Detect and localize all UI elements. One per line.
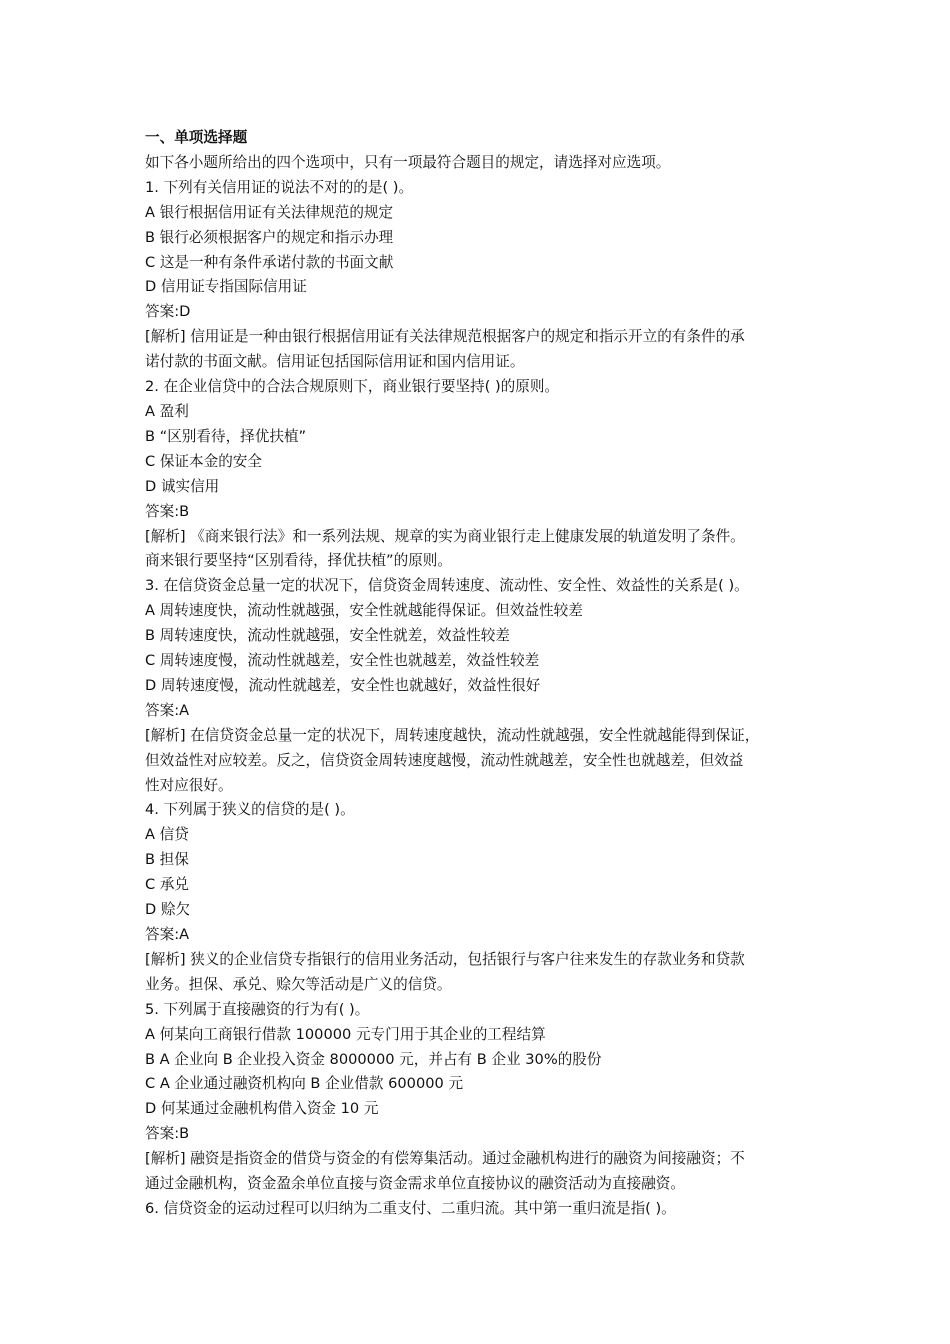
analysis-line: [解析] 《商来银行法》和一系列法规、规章的实为商业银行走上健康发展的轨道发明了条件。 <box>145 527 745 545</box>
question-list <box>145 176 813 1222</box>
option-item: C 承兑 <box>145 876 190 894</box>
option-item: C 周转速度慢，流动性就越差，安全性也就越差，效益性较差 <box>145 652 540 670</box>
option-item: A 何某向工商银行借款 100000 元专门用于其企业的工程结算 <box>145 1025 546 1043</box>
analysis-line: [解析] 融资是指资金的借贷与资金的有偿筹集活动。通过金融机构进行的融资为间接融资；不 <box>145 1150 745 1168</box>
question-stem: 6. 信贷资金的运动过程可以归纳为二重支付、二重归流。其中第一重归流是指( )。 <box>145 1199 676 1217</box>
option-item: B 周转速度快，流动性就越强，安全性就差，效益性较差 <box>145 627 510 645</box>
option-item: B “区别看待，择优扶植” <box>145 427 307 445</box>
instructions: 如下各小题所给出的四个选项中，只有一项最符合题目的规定，请选择对应选项。 <box>145 153 671 171</box>
option-item: A 银行根据信用证有关法律规范的规定 <box>145 203 394 221</box>
option-item: A 信贷 <box>145 826 189 844</box>
question-6 <box>145 1197 813 1222</box>
option-item: A 周转速度快，流动性就越强，安全性就越能得保证。但效益性较差 <box>145 602 583 620</box>
option-item: D 赊欠 <box>145 901 191 919</box>
analysis-line: 性对应很好。 <box>145 776 233 794</box>
option-item: C 这是一种有条件承诺付款的书面文献 <box>145 253 394 271</box>
analysis-line: 通过金融机构，资金盈余单位直接与资金需求单位直接协议的融资活动为直接融资。 <box>145 1175 685 1193</box>
analysis-line: [解析] 狭义的企业信贷专指银行的信用业务活动，包括银行与客户往来发生的存款业务和贷款 <box>145 950 745 968</box>
answer-line: 答案:B <box>145 502 190 520</box>
option-item: B 银行必须根据客户的规定和指示办理 <box>145 228 394 246</box>
option-item: B 担保 <box>145 851 189 869</box>
analysis-line: 商来银行要坚持“区别看待，择优扶植”的原则。 <box>145 552 452 570</box>
question-2 <box>145 375 813 574</box>
answer-line: 答案:A <box>145 701 190 719</box>
option-item: B A 企业向 B 企业投入资金 8000000 元，并占有 B 企业 30%的股份 <box>145 1050 602 1068</box>
option-item: A 盈利 <box>145 402 189 420</box>
option-item: C A 企业通过融资机构向 B 企业借款 600000 元 <box>145 1075 464 1093</box>
section-title: 一、单项选择题 <box>145 129 248 146</box>
analysis-line: 但效益性对应较差。反之，信贷资金周转速度越慢，流动性就越差，安全性也就越差，但效益 <box>145 751 744 769</box>
question-stem: 2. 在企业信贷中的合法合规原则下，商业银行要坚持( )的原则。 <box>145 378 560 396</box>
option-item: D 何某通过金融机构借入资金 10 元 <box>145 1100 379 1118</box>
analysis-line: 诺付款的书面文献。信用证包括国际信用证和国内信用证。 <box>145 353 525 371</box>
analysis-line: 业务。担保、承兑、赊欠等活动是广义的信贷。 <box>145 975 452 993</box>
question-3 <box>145 574 813 798</box>
option-item: D 信用证专指国际信用证 <box>145 278 307 296</box>
option-item: D 周转速度慢，流动性就越差，安全性也就越好，效益性很好 <box>145 676 541 694</box>
answer-line: 答案:D <box>145 303 191 321</box>
question-4 <box>145 798 813 997</box>
answer-line: 答案:B <box>145 1125 190 1143</box>
question-1 <box>145 176 813 375</box>
analysis-line: [解析] 信用证是一种由银行根据信用证有关法律规范根据客户的规定和指示开立的有条件的承 <box>145 328 745 346</box>
option-item: D 诚实信用 <box>145 477 220 495</box>
question-stem: 5. 下列属于直接融资的行为有( )。 <box>145 1000 370 1018</box>
question-5 <box>145 998 813 1197</box>
analysis-line: [解析] 在信贷资金总量一定的状况下，周转速度越快，流动性就越强，安全性就越能得到保证， <box>145 726 760 744</box>
question-stem: 1. 下列有关信用证的说法不对的的是( )。 <box>145 178 414 196</box>
option-item: C 保证本金的安全 <box>145 452 262 470</box>
document-page <box>145 126 813 1222</box>
answer-line: 答案:A <box>145 926 190 943</box>
question-stem: 4. 下列属于狭义的信贷的是( )。 <box>145 801 355 819</box>
question-stem: 3. 在信贷资金总量一定的状况下，信贷资金周转速度、流动性、安全性、效益性的关系是( )。 <box>145 577 749 595</box>
